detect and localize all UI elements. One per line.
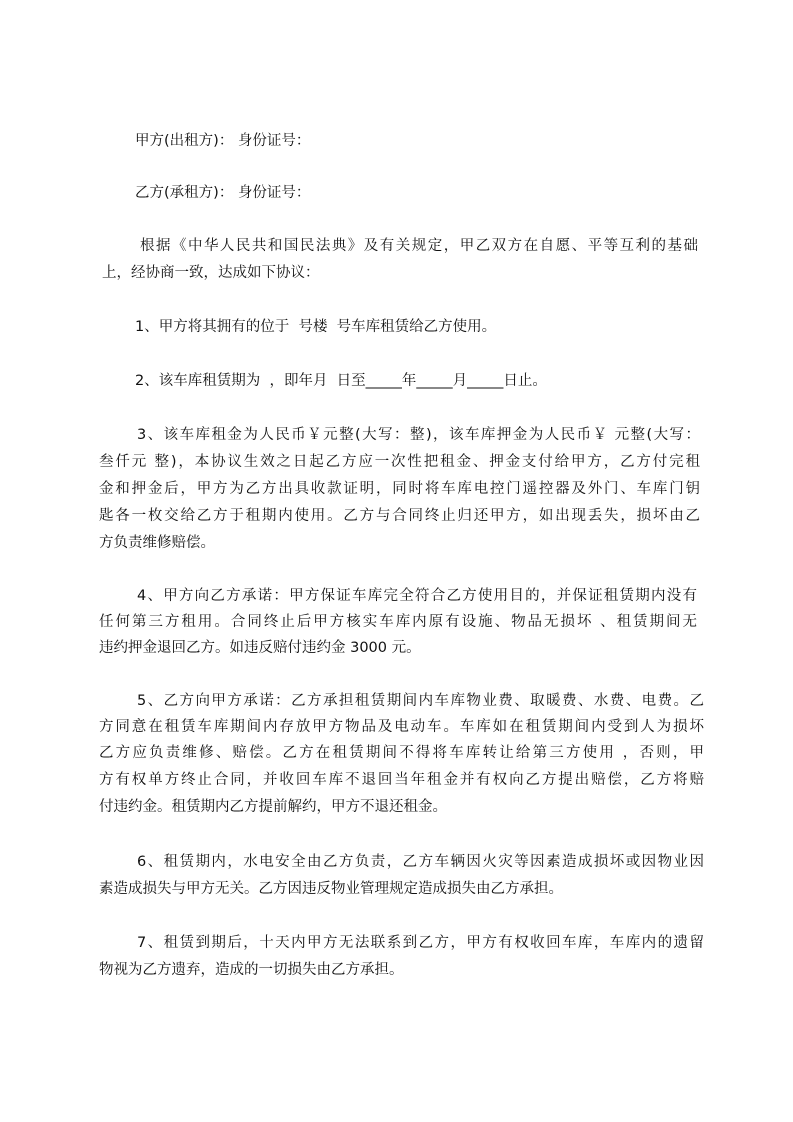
clause-line: 6、租赁期内，水电安全由乙方负责，乙方车辆因火灾等因素造成损坏或因物业因 [137, 854, 704, 870]
clause-line: 方同意在租赁车库期间内存放甲方物品及电动车。车库如在租赁期间内受到人为损坏 [99, 719, 704, 735]
clause-line: 物视为乙方遗弃，造成的一切损失由乙方承担。 [99, 962, 404, 978]
party-b-line [135, 183, 310, 203]
clause-line: 素造成损失与甲方无关。乙方因违反物业管理规定造成损失由乙方承担。 [99, 881, 563, 897]
party-b-id-label: 身份证号： [237, 185, 311, 201]
clause-line: 7、租赁到期后，十天内甲方无法联系到乙方，甲方有权收回车库，车库内的遗留 [137, 935, 704, 951]
clause-line: 叁仟元 整)，本协议生效之日起乙方应一次性把租金、押金支付给甲方，乙方付完租 [99, 454, 700, 470]
intro-line: 根据《中华人民共和国民法典》及有关规定，甲乙双方在自愿、平等互利的基础 [140, 238, 698, 254]
clause-line: 4、甲方向乙方承诺：甲方保证车库完全符合乙方使用目的，并保证租赁期内没有 [137, 588, 697, 604]
clause-line: 任何第三方租用。合同终止后甲方核实车库内原有设施、物品无损坏 、租赁期间无 [99, 614, 697, 630]
party-b-role: 乙方(承租方)： [135, 185, 234, 201]
clause-line: 乙方应负责维修、赔偿。乙方在租赁期间不得将车库转让给第三方使用 ，否则，甲 [99, 745, 704, 761]
clause-line: 付违约金。租赁期内乙方提前解约，甲方不退还租金。 [99, 799, 447, 815]
clause-line: 匙各一枚交给乙方于租期内使用。乙方与合同终止归还甲方，如出现丢失，损坏由乙 [99, 508, 700, 524]
party-a-line [135, 131, 310, 151]
clause-line: 5、乙方向甲方承诺：乙方承担租赁期间内车库物业费、取暖费、水费、电费。乙 [137, 693, 704, 709]
clause-line: 1、甲方将其拥有的位于 号楼 号车库租赁给乙方使用。 [135, 319, 497, 335]
clause-line: 方有权单方终止合同，并收回车库不退回当年租金并有权向乙方提出赔偿，乙方将赔 [99, 772, 704, 788]
clause-line: 2、该车库租赁期为 ，即年月 日至_____年_____月_____日止。 [135, 373, 547, 389]
clause-line: 违约押金退回乙方。如违反赔付违约金 3000 元。 [99, 640, 421, 656]
intro-line: 上，经协商一致，达成如下协议： [102, 265, 320, 281]
clause-line: 金和押金后，甲方为乙方出具收款证明，同时将车库电控门遥控器及外门、车库门钥 [99, 481, 700, 497]
party-a-role: 甲方(出租方)： [135, 133, 234, 149]
party-a-id-label: 身份证号： [237, 133, 311, 149]
clause-line: 3、该车库租金为人民币￥元整(大写：整)，该车库押金为人民币￥ 元整(大写： [137, 427, 700, 443]
clause-line: 方负责维修赔偿。 [99, 535, 215, 551]
